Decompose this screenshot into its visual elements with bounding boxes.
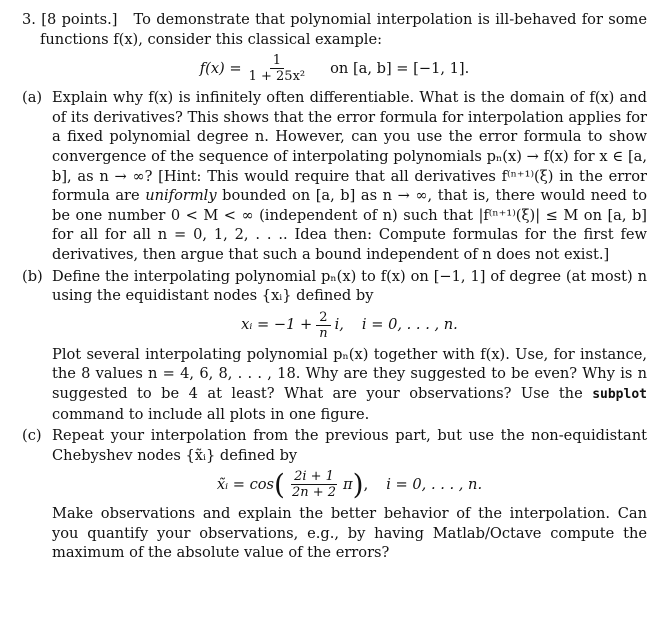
main-equation-fraction [246, 53, 309, 84]
problem-points: [8 points.] [41, 11, 118, 28]
problem-intro [22, 10, 647, 49]
problem-number: 3. [22, 11, 36, 28]
part-c-body [52, 426, 647, 563]
part-a-body [52, 88, 647, 264]
subplot-code: subplot [592, 386, 647, 402]
part-a-text-1: Explain why f(x) is infinitely often differentiable. What is the domain of f(x) and of its derivatives? This shows that the error formula for interpolation applies for a fixed polynomial degree n. However, can you use the error formula to show convergence of the sequence of interpolating polynomials pₙ(x) → f(x) for x ∈ [a, b], as n → ∞? [Hint: This would require that all derivatives f⁽ⁿ⁺¹⁾(ξ) in the error formula are [52, 89, 647, 205]
part-b-body [52, 267, 647, 425]
part-b-eq-numerator: 2 [316, 310, 330, 326]
part-c-eq-range: i = 0, . . . , n. [386, 475, 483, 493]
left-paren: ( [274, 467, 285, 501]
main-equation-denominator: 1 + 25x² [248, 69, 306, 85]
part-c-eq-fraction [289, 469, 339, 500]
part-b-text-2a: Plot several interpolating polynomial pₙ(x) together with f(x). Use, for instance, the 8 values n = 4, 6, 8, . . . , 18. Why are they suggested to be even? Why is n suggested to be 4 at least? What are your observations? Use the [52, 345, 647, 402]
part-b-eq-range: i = 0, . . . , n. [361, 316, 458, 334]
part-a-emphasis: uniformly [145, 187, 217, 205]
main-equation-numerator: 1 [270, 53, 284, 69]
part-b-text-2b: command to include all plots in one figure. [52, 405, 370, 423]
part-c-label: (c) [22, 427, 42, 445]
main-equation [22, 53, 647, 84]
part-c-eq-denominator: 2n + 2 [291, 485, 337, 501]
part-b-eq-denominator: n [319, 325, 328, 341]
part-c-eq-numerator: 2i + 1 [291, 469, 337, 485]
problem-intro-text: To demonstrate that polynomial interpolation is ill-behaved for some functions f(x), consider this classical example: [40, 11, 648, 48]
part-a-label: (a) [22, 89, 43, 107]
part-c-eq-pi: π [343, 475, 353, 493]
right-paren: ) [352, 467, 364, 501]
part-c-text-2: Make observations and explain the better behavior of the interpolation. Can you quantify your observations, e.g., by having Matlab/Octave compute the maximum of the absolute value of the errors? [52, 505, 647, 562]
part-b-text-1: Define the interpolating polynomial pₙ(x) to f(x) on [−1, 1] of degree (at most) n using the equidistant nodes {xᵢ} defined by [52, 267, 647, 305]
equidistant-nodes-equation [52, 310, 647, 341]
part-b-eq-lhs: xᵢ = −1 + [241, 316, 313, 334]
part-b-eq-rhs: i, [334, 316, 344, 334]
part-a-text-2: bounded on [a, b] as n → ∞, that is, there would need to be one number 0 < M < ∞ (independent of n) such that |f⁽ⁿ⁺¹⁾(ξ)| ≤ M on [a, b] for all for all n = 0, 1, 2, . . .. Idea then: Compute formulas for the first few derivatives, then argue that such a bound independent of n does not exist.] [52, 187, 647, 263]
part-b [22, 267, 647, 425]
part-c-eq-lhs: x̃ᵢ = cos [216, 475, 275, 493]
main-equation-domain: on [a, b] = [−1, 1]. [330, 59, 470, 77]
part-b-text-2 [52, 345, 647, 424]
part-b-eq-fraction [316, 310, 330, 341]
chebyshev-nodes-equation: x̃ᵢ = cos ( $\frac{2i + 1}{2n + 2}$ π ) , i = 0, . . . , n. [216, 467, 483, 501]
part-b-label: (b) [22, 267, 43, 285]
main-equation-lhs: f(x) = [199, 59, 242, 77]
part-c [22, 426, 647, 563]
part-a [22, 88, 647, 264]
part-c-text-1: Repeat your interpolation from the previous part, but use the non-equidistant Chebyshev nodes {x̃ᵢ} defined by [52, 427, 647, 464]
